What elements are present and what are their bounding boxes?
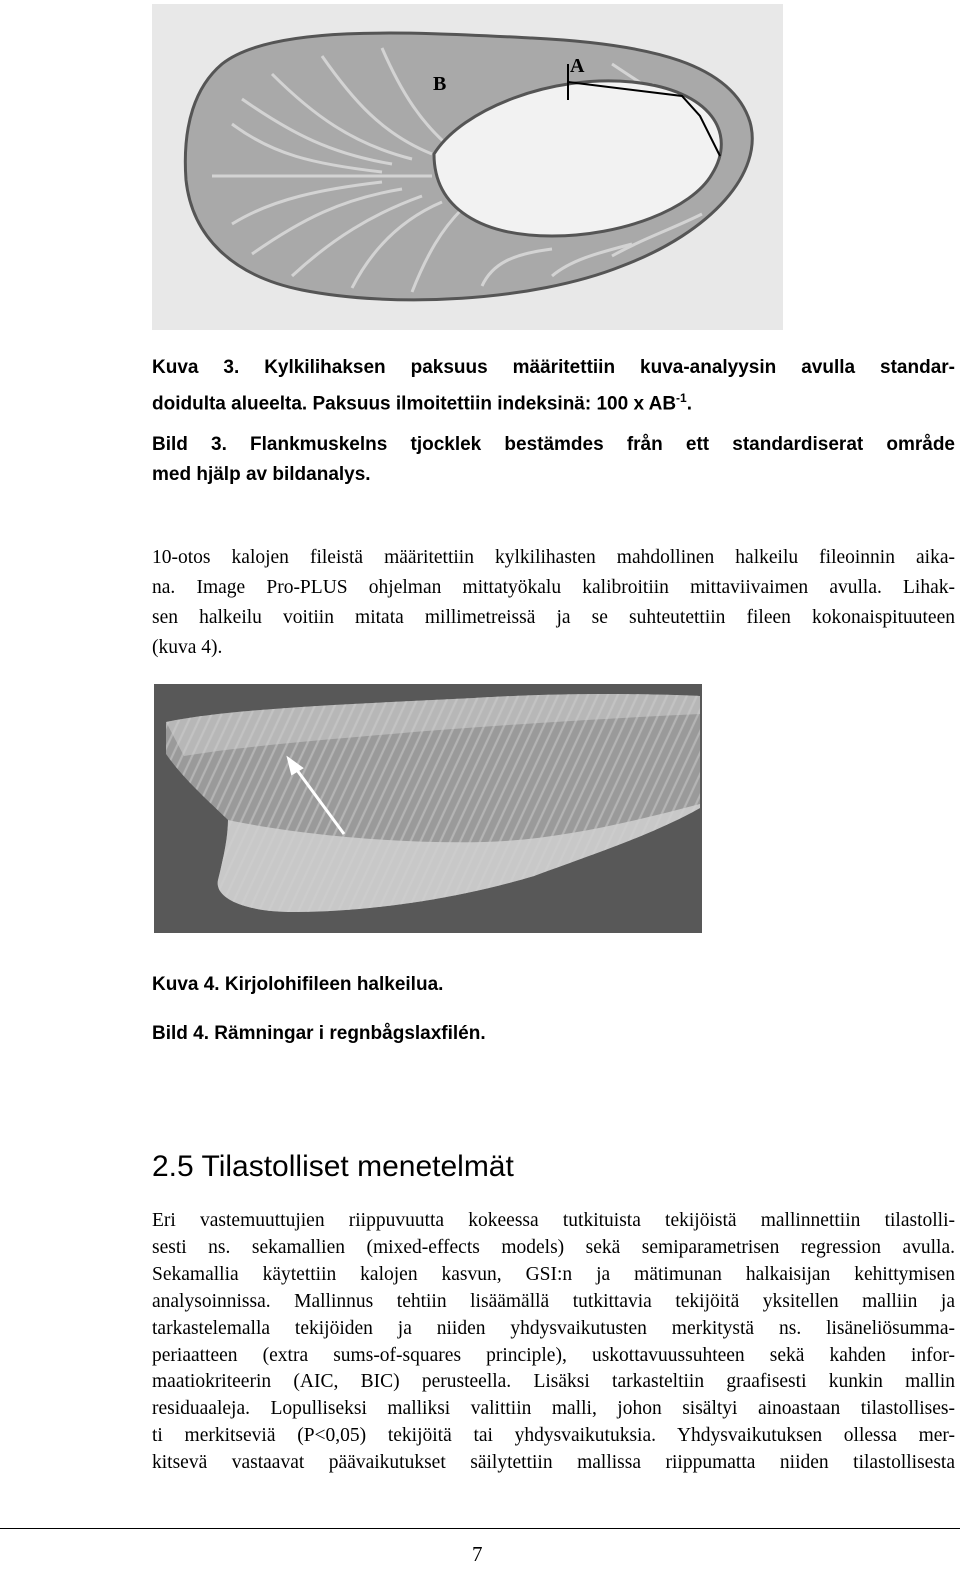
section-body: [152, 1208, 955, 1477]
section-line: maatiokriteerin (AIC, BIC) perusteella. Lisäksi tarkasteltiin graafisesti kunkin mallin: [152, 1371, 955, 1393]
figure-3-caption-fi: [152, 353, 955, 419]
caption-fi-line-2: doidulta alueelta. Paksuus ilmoitettiin indeksinä: 100 x $AB^{-1}$.: [152, 391, 692, 415]
section-line: kitsevä vastaavat päävaikutukset säilytettiin mallissa riippumatta niiden tilastollisesta: [152, 1452, 955, 1474]
section-line: ti merkitseviä (P<0,05) tekijöitä tai yhdysvaikutuksia. Yhdysvaikutuksen ollessa mer-: [152, 1425, 955, 1447]
section-heading: 2.5 Tilastolliset menetelmät: [152, 1150, 514, 1183]
caption-fi-line-1: Kuva 3. Kylkilihaksen paksuus määritettiin kuva-analyysin avulla standar-: [152, 357, 955, 378]
section-line: sesti ns. sekamallien (mixed-effects models) sekä semiparametrisen regression avulla.: [152, 1236, 955, 1258]
salmon-steak-illustration: [152, 4, 783, 330]
figure-4-caption-sv: Bild 4. Rämningar i regnbågslaxfilén.: [152, 1023, 486, 1044]
paragraph-1-line: na. Image Pro-PLUS ohjelman mittatyökalu kalibroitiin mittaviivaimen avulla. Lihak-: [152, 577, 955, 598]
figure-4-caption-fi: Kuva 4. Kirjolohifileen halkeilua.: [152, 974, 444, 995]
paragraph-1-line: 10-otos kalojen fileistä määritettiin kylkilihasten mahdollinen halkeilu fileoinnin aika-: [152, 547, 955, 568]
caption-sv-line-2: med hjälp av bildanalys.: [152, 464, 371, 485]
figure-4-image: [154, 684, 702, 933]
page-number: 7: [472, 1542, 483, 1566]
section-line: residuaaleja. Lopulliseksi malliksi valittiin malli, johon sisältyi ainoastaan tilastollises-: [152, 1398, 955, 1420]
figure-3-caption-sv: [152, 430, 955, 490]
label-a: A: [570, 55, 585, 77]
figure-3-image: [152, 4, 783, 330]
section-line: Sekamallia käytettiin kalojen kasvun, GSI:n ja mätimunan halkaisijan kehittymisen: [152, 1263, 955, 1285]
paragraph-1: [152, 543, 955, 663]
section-line: Eri vastemuuttujien riippuvuutta kokeessa tutkituista tekijöistä mallinnettiin tilastolli-: [152, 1210, 955, 1231]
superscript: -1: [676, 391, 687, 405]
caption-sv-line-1: Bild 3. Flankmuskelns tjocklek bestämdes från ett standardiserat område: [152, 434, 955, 455]
trout-fillet-illustration: [154, 684, 702, 933]
section-line: analysoinnissa. Mallinnus tehtiin lisäämällä tutkittavia tekijöitä yksitellen malliin ja: [152, 1290, 955, 1312]
section-line: tarkastelemalla tekijöiden ja niiden yhdysvaikutusten merkitystä ns. lisäneliösumma-: [152, 1317, 955, 1339]
paragraph-1-line: sen halkeilu voitiin mitata millimetreissä ja se suhteutettiin fileen kokonaispituuteen: [152, 607, 955, 628]
section-line: periaatteen (extra sums-of-squares principle), uskottavuussuhteen sekä kahden infor-: [152, 1344, 955, 1366]
label-b: B: [433, 73, 447, 95]
footer-divider: [0, 1528, 960, 1529]
paragraph-1-line: (kuva 4).: [152, 637, 223, 658]
